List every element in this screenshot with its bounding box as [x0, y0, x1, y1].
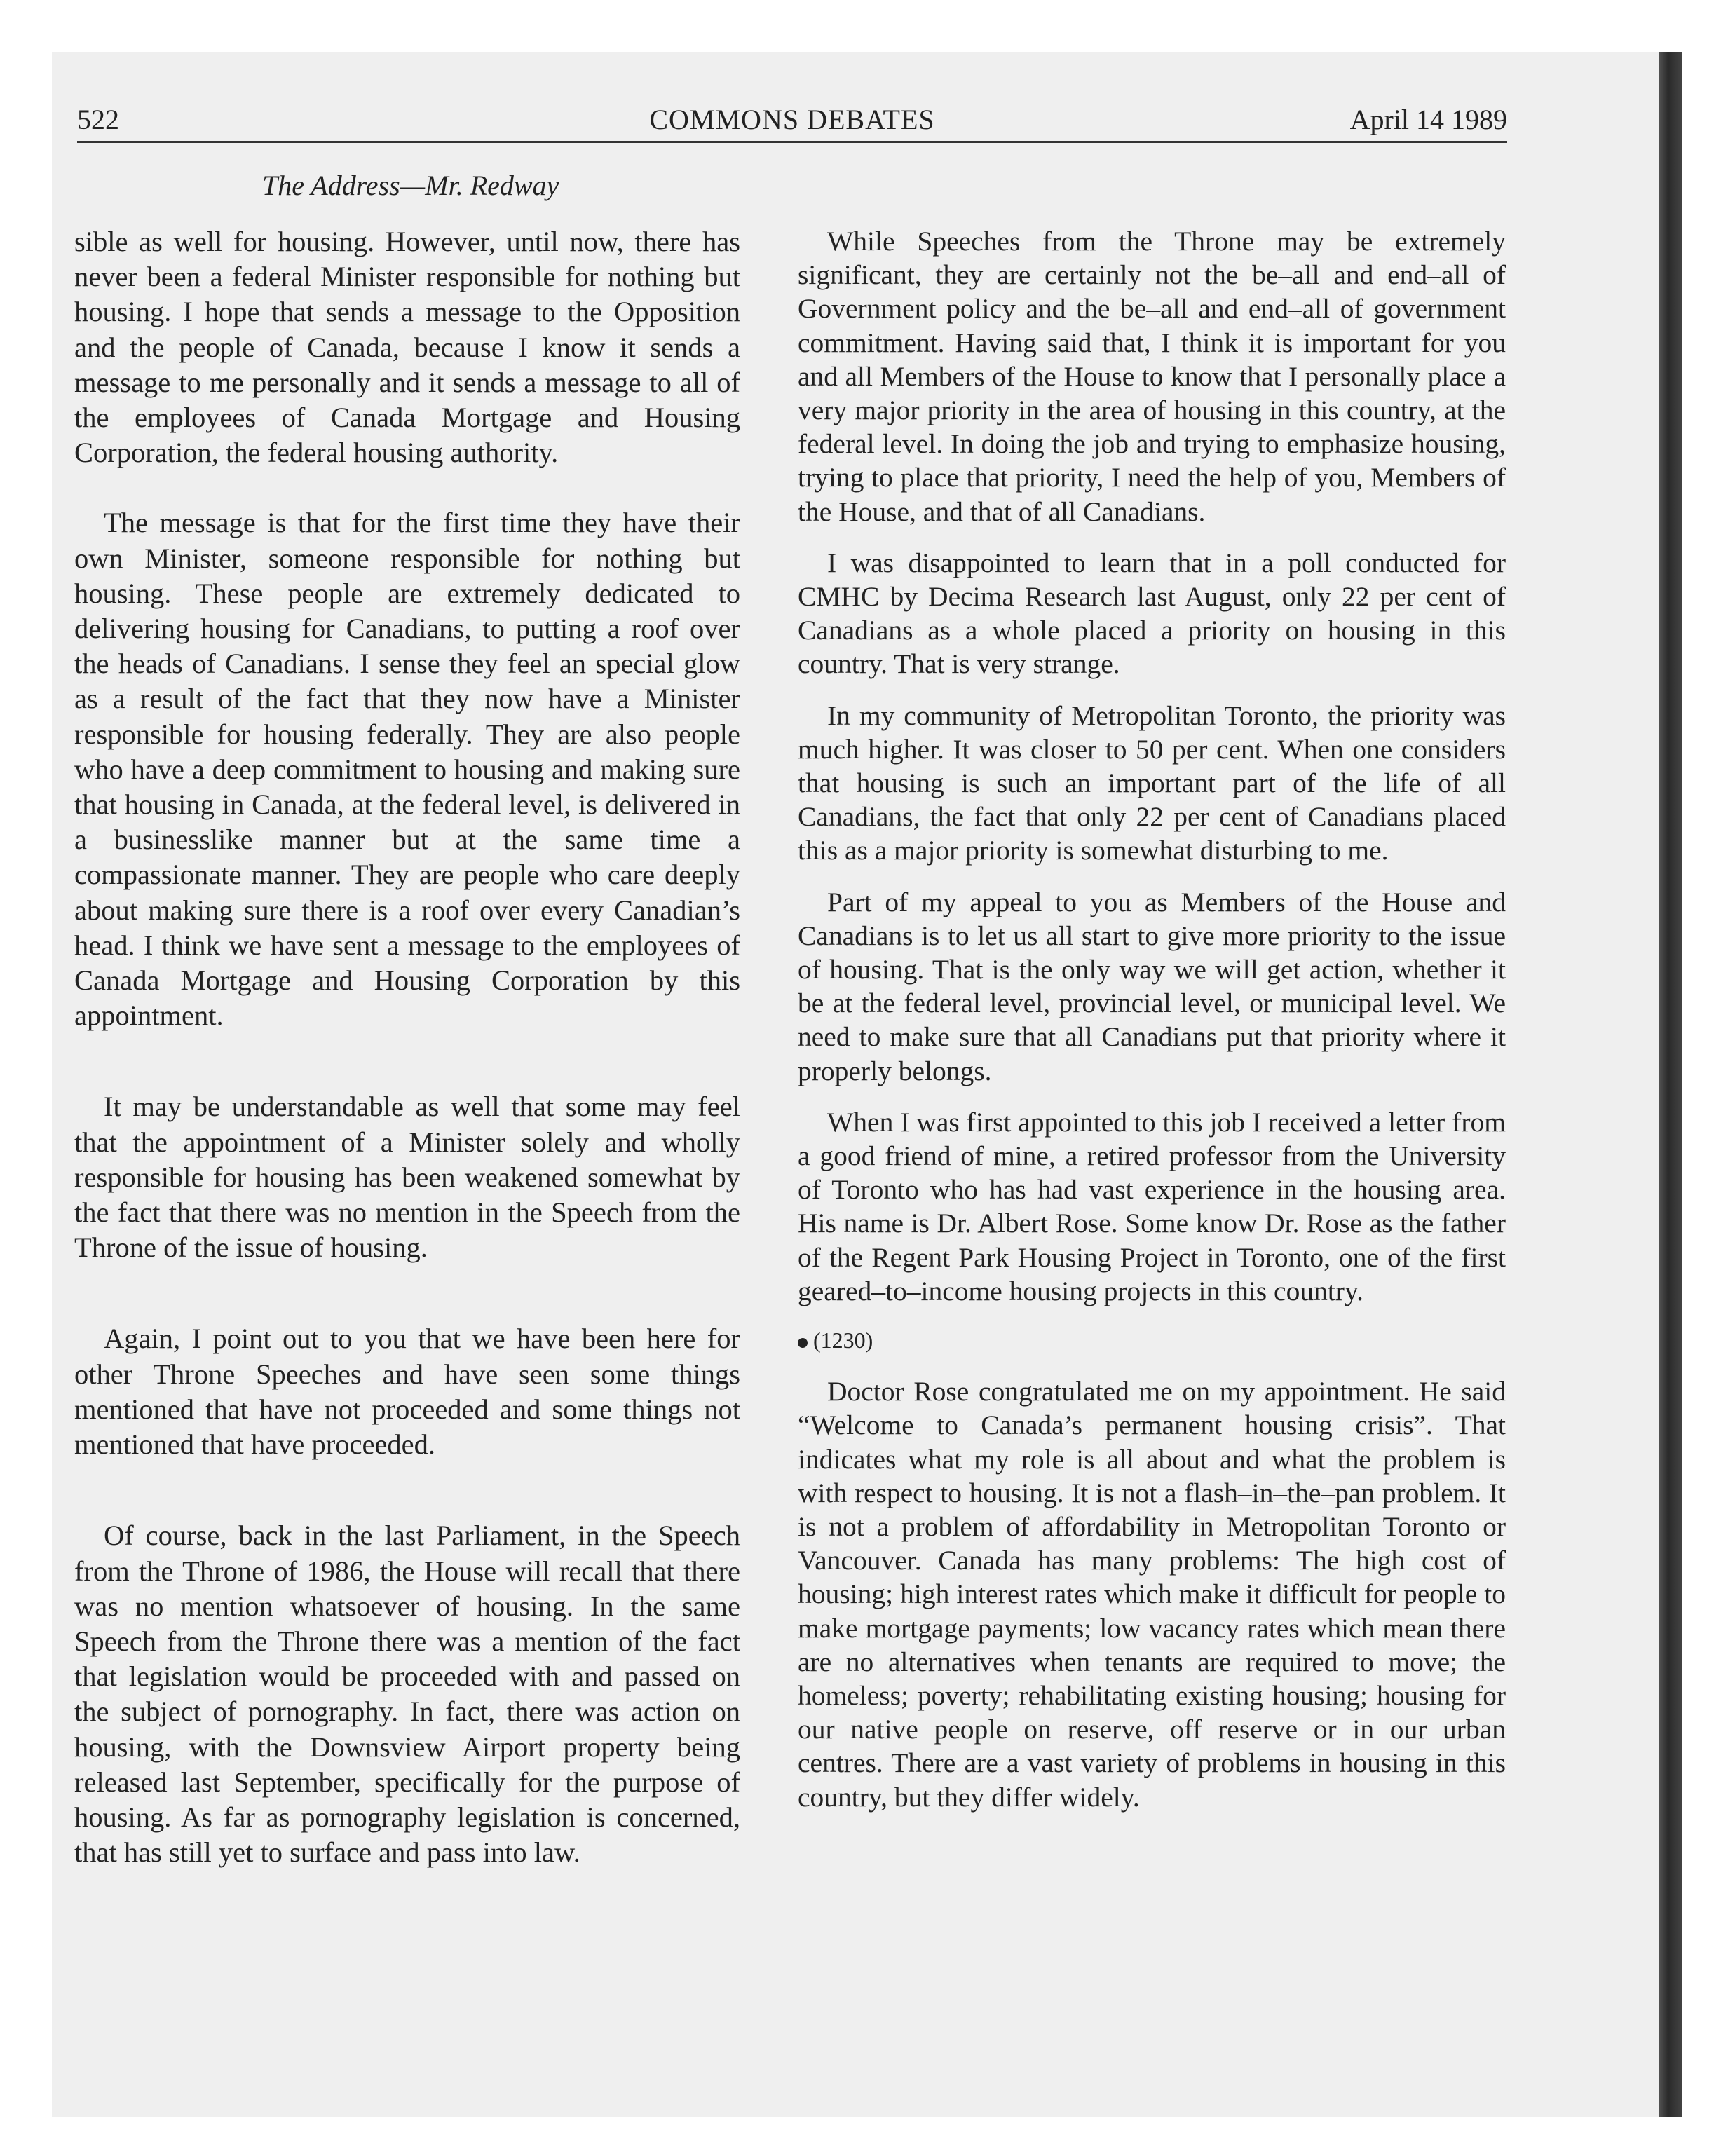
left-column	[74, 224, 740, 1870]
paragraph: Of course, back in the last Parliament, in the Speech from the Throne of 1986, the House will recall that there was no mention whatsoever of housing. In the same Speech from the Throne there was a mention of the fact that legislation would be proceeded with and passed on the subject of pornography. In fact, there was action on housing, with the Downsview Airport property being released last September, specifically for the purpose of housing. As far as pornography legislation is concerned, that has still yet to surface and pass into law.	[74, 1520, 740, 1869]
binding-edge	[1659, 52, 1682, 2117]
page-number: 522	[77, 104, 119, 135]
time-marker-text: (1230)	[813, 1328, 873, 1353]
page-header	[77, 102, 1507, 137]
paragraph: I was disappointed to learn that in a poll conducted for CMHC by Decima Research last August, only 22 per cent of Canadians as a whole placed a priority on housing in this country. That is very strange.	[798, 547, 1506, 680]
running-head: The Address—Mr. Redway	[262, 170, 559, 201]
paragraph: It may be understandable as well that some may feel that the appointment of a Minister solely and wholly responsible for housing has been weakened somewhat by the fact that there was no mention in the Speech from the Throne of the issue of housing.	[74, 1091, 740, 1264]
paragraph: The message is that for the first time they have their own Minister, someone responsible for nothing but housing. These people are extremely dedicated to delivering housing for Canadians, to putting a roof over the heads of Canadians. I sense they feel an special glow as a result of the fact that they now have a Minister responsible for housing federally. They are also people who have a deep commitment to housing and making sure that housing in Canada, at the federal level, is delivered in a businesslike manner but at the same time a compassionate manner. They are people who care deeply about making sure there is a roof over every Canadian’s head. I think we have sent a message to the employees of Canada Mortgage and Housing Corporation by this appointment.	[74, 507, 740, 1032]
right-column	[798, 224, 1506, 1814]
time-marker	[798, 1323, 1506, 1357]
paragraph: In my community of Metropolitan Toronto, the priority was much higher. It was closer to 50 per cent. When one considers that housing is such an important part of the life of all Canadians, the fact that only 22 per cent of Canadians placed this as a major priority is somewhat disturbing to me.	[798, 700, 1506, 866]
paragraph: When I was first appointed to this job I received a letter from a good friend of mine, a retired professor from the University of Toronto who has had vast experience in the housing area. His name is Dr. Albert Rose. Some know Dr. Rose as the father of the Regent Park Housing Project in Toronto, one of the first geared–to–income housing projects in this country.	[798, 1106, 1506, 1306]
paragraph: sible as well for housing. However, until now, there has never been a federal Minister responsible for nothing but housing. I hope that sends a message to the Opposition and the people of Canada, because I know it sends a message to me personally and it sends a message to all of the employees of Canada Mortgage and Housing Corporation, the federal housing authority.	[74, 226, 740, 469]
paragraph: Part of my appeal to you as Members of the House and Canadians is to let us all start to give more priority to the issue of housing. That is the only way we will get action, whether it be at the federal level, provincial level, or municipal level. We need to make sure that all Canadians put that priority where it properly belongs.	[798, 886, 1506, 1086]
paragraph: While Speeches from the Throne may be extremely significant, they are certainly not the be–all and end–all of Government policy and the be–all and end–all of government commitment. Having said that, I think it is important for you and all Members of the House to know that I personally place a very major priority in the area of housing in this country, at the federal level. In doing the job and trying to emphasize housing, trying to place that priority, I need the help of you, Members of the House, and that of all Canadians.	[798, 226, 1506, 527]
paragraph: Doctor Rose congratulated me on my appointment. He said “Welcome to Canada’s permanent housing crisis”. That indicates what my role is all about and what the problem is with respect to housing. It is not a flash–in–the–pan problem. It is not a problem of affordability in Metropolitan Toronto or Vancouver. Canada has many problems: The high cost of housing; high interest rates which make it difficult for people to make mortgage payments; low vacancy rates which mean there are no alternatives when tenants are required to move; the homeless; poverty; rehabilitating existing housing; housing for our native people on reserve, off reserve or in our urban centres. There are a vast variety of problems in housing in this country, but they differ widely.	[798, 1376, 1506, 1813]
publication-date: April 14 1989	[1349, 104, 1507, 135]
paragraph: Again, I point out to you that we have been here for other Throne Speeches and have seen some things mentioned that have not proceeded and some things not mentioned that have proceeded.	[74, 1323, 740, 1461]
bullet-icon	[798, 1338, 808, 1348]
header-rule	[77, 141, 1507, 143]
publication-title: COMMONS DEBATES	[649, 104, 935, 135]
